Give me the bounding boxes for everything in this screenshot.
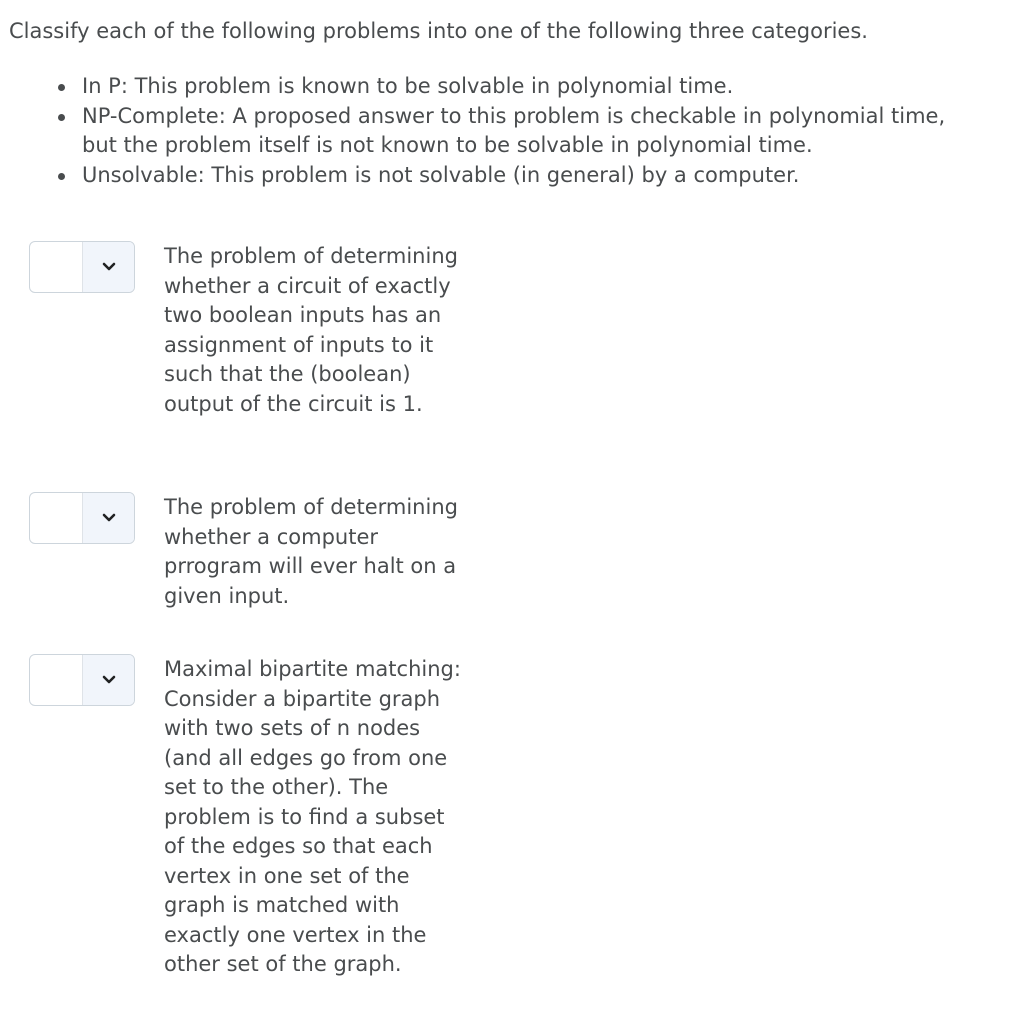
category-text: NP-Complete: A proposed answer to this problem is checkable in polynomial time, but the problem itself is not known to be solvable in polynomial time. <box>82 103 946 157</box>
category-text: In P: This problem is known to be solvable in polynomial time. <box>82 74 734 98</box>
dropdown-toggle[interactable] <box>82 655 134 705</box>
problem-description: The problem of determining whether a circuit of exactly two boolean inputs has an assignment of inputs to it such that the (boolean) output of the circuit is 1. <box>164 244 458 416</box>
category-text: Unsolvable: This problem is not solvable (in general) by a computer. <box>82 162 800 187</box>
bullet-icon <box>58 114 65 121</box>
problem-description: Maximal bipartite matching: Consider a bipartite graph with two sets of n nodes (and all edges go from one set to the other). The problem is to find a subset of the edges so that each vertex in one set of the graph is matched with exactly one vertex in the other set of the graph. <box>164 657 461 976</box>
category-item-unsolvable <box>42 161 962 191</box>
bullet-icon <box>58 84 65 91</box>
chevron-down-icon <box>102 513 116 523</box>
selected-value <box>30 242 84 292</box>
chevron-down-icon <box>102 675 116 685</box>
problem-description: The problem of determining whether a computer prrogram will ever halt on a given input. <box>164 495 458 608</box>
chevron-down-icon <box>102 262 116 272</box>
answer-dropdown[interactable] <box>29 654 135 706</box>
dropdown-toggle[interactable] <box>82 493 134 543</box>
category-item-in-p <box>42 72 962 102</box>
category-item-np-complete <box>42 102 962 161</box>
answer-dropdown[interactable] <box>29 492 135 544</box>
answer-dropdown[interactable] <box>29 241 135 293</box>
bullet-icon <box>58 173 65 180</box>
question-prompt: Classify each of the following problems into one of the following three categories. <box>9 19 868 43</box>
selected-value <box>30 655 84 705</box>
dropdown-toggle[interactable] <box>82 242 134 292</box>
category-list <box>42 72 962 190</box>
selected-value <box>30 493 84 543</box>
